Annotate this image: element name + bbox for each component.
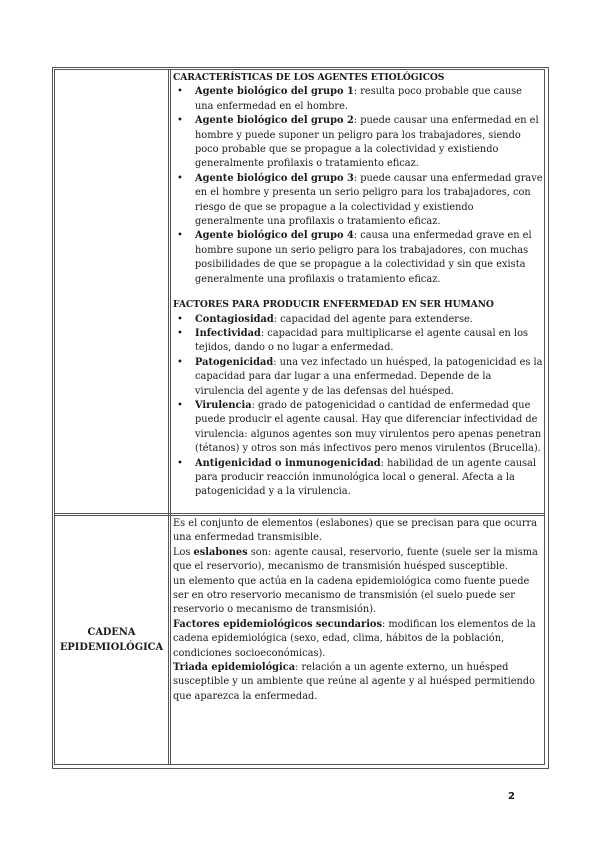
page-number: 2 bbox=[508, 791, 515, 802]
list-item bbox=[195, 229, 543, 287]
cadena-intro: Es el conjunto de elementos (eslabones) que se precisan para que ocurra una enfermedad transmisible. bbox=[173, 518, 538, 544]
agents-cell bbox=[173, 71, 543, 500]
list-item-text: : puede causar una enfermedad en el hombre y puede suponer un peligro para los trabajadores, siendo poco probable que se propague a la colectividad y existiendo generalmente profilaxis o tratamiento eficaz. bbox=[195, 115, 539, 170]
list-item-text: : causa una enfermedad grave en el hombre supone un serio peligro para los trabajadores, con muchas posibilidades de que se propague a la colectividad y sin que exista generalmente una profilaxis o tratamiento eficaz. bbox=[195, 230, 532, 285]
agents-heading: CARACTERÍSTICAS DE LOS AGENTES ETIOLÓGICOS bbox=[173, 72, 445, 83]
list-item bbox=[195, 356, 543, 399]
eslabones-term: eslabones bbox=[193, 546, 248, 558]
list-item bbox=[195, 114, 543, 172]
factores-paragraph bbox=[173, 618, 543, 661]
list-item-term: Agente biológico del grupo 3 bbox=[195, 172, 354, 184]
list-item bbox=[195, 85, 543, 114]
list-item bbox=[195, 172, 543, 230]
element-note: un elemento que actúa en la cadena epidemiológica como fuente puede ser en otro reservorio mecanismo de transmisión (el suelo puede ser reservorio o mecanismo de transmisión). bbox=[173, 575, 530, 616]
factores-term: Factores epidemiológicos secundarios bbox=[173, 618, 382, 630]
triada-paragraph bbox=[173, 661, 543, 704]
factors-heading: FACTORES PARA PRODUCIR ENFERMEDAD EN SER HUMANO bbox=[173, 299, 494, 311]
agent-groups-list bbox=[173, 85, 543, 287]
cadena-label: CADENA EPIDEMIOLÓGICA bbox=[59, 627, 164, 653]
list-item-text: : resulta poco probable que cause una enfermedad en el hombre. bbox=[195, 86, 522, 112]
eslabones-prefix: Los bbox=[173, 546, 194, 558]
list-item-term: Contagiosidad bbox=[195, 313, 274, 325]
cadena-cell bbox=[173, 517, 543, 704]
list-item-term: Patogenicidad bbox=[195, 356, 274, 368]
factores-text: : modifican los elementos de la cadena epidemiológica (sexo, edad, clima, hábitos de la población, condiciones socioeconómicas). bbox=[173, 618, 536, 659]
list-item-text: : capacidad del agente para extenderse. bbox=[273, 313, 473, 325]
eslabones-text: son: agente causal, reservorio, fuente (suele ser la misma que el reservorio), mecanismo de transmisión huésped susceptible. bbox=[173, 546, 538, 573]
list-item-text: : habilidad de un agente causal para producir reacción inmunológica local o general. Afecta a la patogenicidad y a la virulencia. bbox=[195, 457, 537, 498]
list-item-term: Agente biológico del grupo 4 bbox=[195, 230, 354, 242]
list-item-term: Virulencia bbox=[195, 399, 252, 411]
column-divider bbox=[168, 69, 171, 765]
factors-list bbox=[173, 313, 543, 500]
list-item-term: Agente biológico del grupo 2 bbox=[195, 115, 354, 127]
section-spacer bbox=[173, 287, 543, 298]
eslabones-paragraph bbox=[173, 546, 543, 575]
list-item-text: : grado de patogenicidad o cantidad de enfermedad que puede producir el agente causal. Hay que diferenciar infectividad de virulencia: algunos agentes son muy virulentos pero apenas penetran (tétanos) y otros son más infectivos pero menos virulentos (Brucella). bbox=[195, 399, 542, 455]
triada-text: : relación a un agente externo, un huésped susceptible y un ambiente que reúne al agente y al huésped permitiendo que aparezca la enfermedad. bbox=[173, 662, 536, 702]
row-divider bbox=[54, 513, 545, 516]
list-item-term: Infectividad bbox=[195, 327, 261, 339]
list-item bbox=[195, 313, 543, 327]
list-item-term: Agente biológico del grupo 1 bbox=[195, 86, 354, 98]
list-item bbox=[195, 327, 543, 356]
list-item-term: Antigenicidad o inmunogenicidad bbox=[195, 457, 381, 469]
list-item-text: : una vez infectado un huésped, la patogenicidad es la capacidad para dar lugar a una enfermedad. Depende de la virulencia del agente y de las defensas del huésped. bbox=[195, 356, 543, 397]
list-item bbox=[195, 399, 543, 457]
list-item-text: : capacidad para multiplicarse el agente causal en los tejidos, dando o no lugar a enfermedad. bbox=[195, 327, 528, 354]
triada-term: Triada epidemiológica bbox=[173, 662, 296, 674]
list-item bbox=[195, 457, 543, 500]
list-item-text: : puede causar una enfermedad grave en el hombre y presenta un serio peligro para los trabajadores, con riesgo de que se propague a la colectividad y existiendo generalmente una profilaxis o tratamiento eficaz. bbox=[195, 172, 543, 228]
